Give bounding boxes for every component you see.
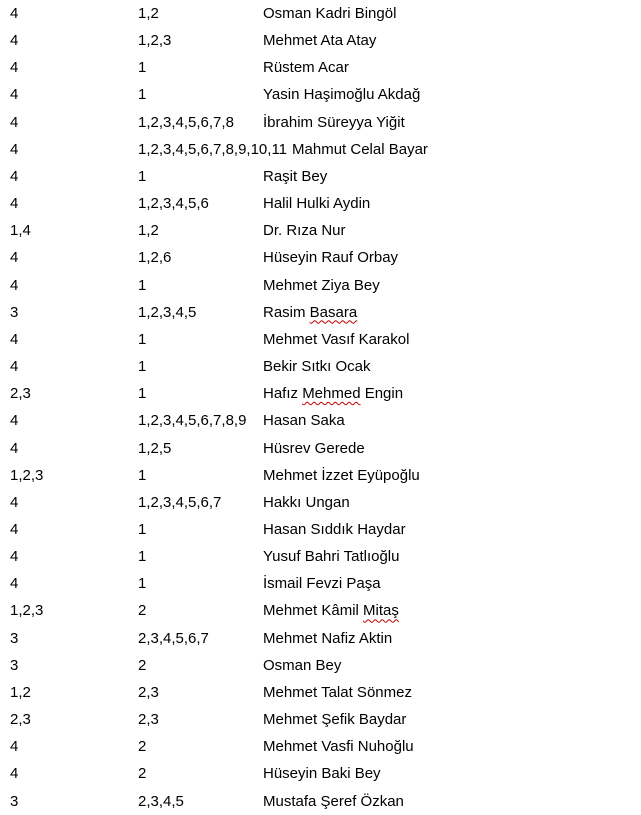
- name-text[interactable]: Mehmet Nafiz Aktin: [263, 629, 393, 647]
- cell-col1[interactable]: 2,3: [10, 711, 31, 729]
- table-row: [0, 679, 641, 706]
- table-row: [0, 163, 641, 190]
- name-text[interactable]: Engin: [360, 385, 404, 403]
- cell-col2[interactable]: 1,2,3: [138, 32, 172, 50]
- cell-col2[interactable]: 1: [138, 575, 147, 593]
- cell-col2[interactable]: 1,2: [138, 222, 159, 240]
- cell-col2[interactable]: 1,2,3,4,5,6,7: [138, 493, 222, 511]
- cell-name[interactable]: [263, 358, 371, 375]
- table-row: [0, 0, 641, 27]
- cell-name[interactable]: [263, 59, 349, 76]
- cell-name[interactable]: [263, 385, 403, 402]
- table-row: [0, 299, 641, 326]
- cell-col1[interactable]: 1,2,3: [10, 466, 44, 484]
- cell-name[interactable]: [263, 412, 345, 429]
- table-row: [0, 652, 641, 679]
- cell-col2[interactable]: 1,2,3,4,5: [138, 303, 197, 321]
- cell-name[interactable]: [263, 249, 398, 266]
- table-row: [0, 706, 641, 733]
- cell-col1[interactable]: 1,2: [10, 683, 31, 701]
- name-text[interactable]: Dr. Rıza Nur: [263, 222, 346, 240]
- cell-col2[interactable]: 2: [138, 765, 147, 783]
- cell-col1[interactable]: 4: [10, 113, 19, 131]
- name-text[interactable]: Mehmet Ziya Bey: [263, 276, 380, 294]
- cell-col1[interactable]: 4: [10, 5, 19, 22]
- cell-col1[interactable]: 4: [10, 439, 19, 457]
- name-text[interactable]: Mehmet İzzet Eyüpoğlu: [263, 466, 420, 484]
- cell-col1[interactable]: 4: [10, 738, 19, 756]
- cell-name[interactable]: [263, 304, 357, 321]
- cell-col1[interactable]: 4: [10, 32, 19, 50]
- cell-col1[interactable]: 3: [10, 792, 19, 810]
- cell-name[interactable]: [263, 222, 346, 239]
- table-row: [0, 543, 641, 570]
- cell-col1[interactable]: 4: [10, 548, 19, 566]
- name-text[interactable]: Mehmet Şefik Baydar: [263, 711, 407, 729]
- cell-col1[interactable]: 3: [10, 629, 19, 647]
- cell-name[interactable]: [263, 5, 396, 22]
- name-text[interactable]: Halil Hulki Aydin: [263, 195, 371, 213]
- cell-col1[interactable]: 4: [10, 330, 19, 348]
- table-row: [0, 27, 641, 54]
- cell-col2[interactable]: 2,3,4,5,6,7: [138, 629, 209, 647]
- cell-name[interactable]: [263, 86, 420, 103]
- misspelled-word[interactable]: Basara: [309, 303, 358, 321]
- cell-col1[interactable]: 1,4: [10, 222, 31, 240]
- cell-col1[interactable]: 4: [10, 276, 19, 294]
- table-row: [0, 326, 641, 353]
- misspelled-word[interactable]: Mitaş: [363, 602, 399, 620]
- table-row: [0, 788, 641, 815]
- cell-col2[interactable]: 2,3,4,5: [138, 792, 184, 810]
- name-text[interactable]: Mehmet Ata Atay: [263, 32, 377, 50]
- table-row: [0, 272, 641, 299]
- cell-name[interactable]: [263, 521, 406, 538]
- cell-name[interactable]: [263, 32, 376, 49]
- table-row: [0, 760, 641, 787]
- cell-col1[interactable]: 4: [10, 575, 19, 593]
- cell-name[interactable]: [263, 440, 365, 457]
- table-row: [0, 516, 641, 543]
- name-text[interactable]: Hüseyin Rauf Orbay: [263, 249, 399, 267]
- name-text[interactable]: Hasan Sıddık Haydar: [263, 520, 406, 538]
- name-text[interactable]: Rüstem Acar: [263, 59, 349, 77]
- cell-col2[interactable]: 1: [138, 330, 147, 348]
- cell-col2[interactable]: 1,2,5: [138, 439, 172, 457]
- cell-col2[interactable]: 2: [138, 656, 147, 674]
- cell-name[interactable]: [263, 195, 370, 212]
- cell-col1[interactable]: 3: [10, 303, 19, 321]
- cell-col1[interactable]: 4: [10, 358, 19, 376]
- cell-col1[interactable]: 4: [10, 195, 19, 213]
- table-row: [0, 733, 641, 760]
- table-row: [0, 380, 641, 407]
- cell-col2[interactable]: 2: [138, 602, 147, 620]
- cell-col2[interactable]: 1,2: [138, 5, 159, 22]
- name-text[interactable]: Mehmet Vasıf Karakol: [263, 330, 410, 348]
- cell-col2[interactable]: 1: [138, 520, 147, 538]
- cell-name[interactable]: [263, 331, 409, 348]
- cell-col1[interactable]: 1,2,3: [10, 602, 44, 620]
- cell-col1[interactable]: 4: [10, 249, 19, 267]
- cell-col2[interactable]: 1,2,3,4,5,6,7,8,9: [138, 412, 247, 430]
- cell-col2[interactable]: 1: [138, 59, 147, 77]
- name-text[interactable]: Mustafa Şeref Özkan: [263, 792, 404, 810]
- cell-name[interactable]: [263, 765, 381, 782]
- name-text[interactable]: Mehmet Vasfi Nuhoğlu: [263, 738, 414, 756]
- cell-name[interactable]: [263, 657, 341, 674]
- cell-col1[interactable]: 4: [10, 59, 19, 77]
- table-row: [0, 136, 641, 163]
- table-row: [0, 217, 641, 244]
- name-text[interactable]: Osman Kadri Bingöl: [263, 5, 397, 22]
- cell-col1[interactable]: 4: [10, 520, 19, 538]
- cell-col1[interactable]: 4: [10, 412, 19, 430]
- cell-name[interactable]: [263, 114, 405, 131]
- name-text[interactable]: Hakkı Ungan: [263, 493, 350, 511]
- table-row: [0, 54, 641, 81]
- name-text[interactable]: Mehmet Talat Sönmez: [263, 683, 412, 701]
- cell-name[interactable]: [263, 630, 392, 647]
- cell-col2[interactable]: 2,3: [138, 683, 159, 701]
- name-text[interactable]: Raşit Bey: [263, 167, 328, 185]
- table-row: [0, 109, 641, 136]
- name-text[interactable]: İsmail Fevzi Paşa: [263, 575, 381, 593]
- name-text[interactable]: Hafız: [263, 385, 303, 403]
- name-text[interactable]: Yasin Haşimoğlu Akdağ: [263, 86, 421, 104]
- cell-name[interactable]: [263, 277, 380, 294]
- name-text[interactable]: Mehmet Kâmil: [263, 602, 364, 620]
- name-text[interactable]: Hüseyin Baki Bey: [263, 765, 381, 783]
- cell-name[interactable]: [263, 684, 412, 701]
- name-text[interactable]: Hüsrev Gerede: [263, 439, 365, 457]
- cell-col2[interactable]: 1: [138, 385, 147, 403]
- cell-col2[interactable]: 1: [138, 358, 147, 376]
- table-row: [0, 190, 641, 217]
- cell-name[interactable]: [263, 711, 406, 728]
- cell-col2[interactable]: 1,2,3,4,5,6,7,8,9,10,11: [138, 140, 288, 158]
- cell-col2[interactable]: 2,3: [138, 711, 159, 729]
- cell-col2[interactable]: 1: [138, 276, 147, 294]
- table-row: [0, 81, 641, 108]
- cell-name[interactable]: [263, 793, 404, 810]
- table-row: [0, 407, 641, 434]
- cell-name[interactable]: [263, 168, 327, 185]
- cell-name[interactable]: [292, 141, 428, 158]
- cell-col1[interactable]: 4: [10, 167, 19, 185]
- name-text[interactable]: İbrahim Süreyya Yiğit: [263, 113, 405, 131]
- table-row: [0, 462, 641, 489]
- name-text[interactable]: Mahmut Celal Bayar: [292, 140, 428, 158]
- name-text[interactable]: Yusuf Bahri Tatlıoğlu: [263, 548, 400, 566]
- table-row: [0, 244, 641, 271]
- cell-name[interactable]: [263, 738, 414, 755]
- cell-col1[interactable]: 4: [10, 86, 19, 104]
- cell-name[interactable]: [263, 548, 399, 565]
- cell-col2[interactable]: 1,2,3,4,5,6: [138, 195, 209, 213]
- misspelled-word[interactable]: Mehmed: [302, 385, 361, 403]
- cell-col2[interactable]: 2: [138, 738, 147, 756]
- table-row: [0, 570, 641, 597]
- cell-col1[interactable]: 3: [10, 656, 19, 674]
- cell-name[interactable]: [263, 467, 420, 484]
- cell-name[interactable]: [263, 575, 381, 592]
- cell-col2[interactable]: 1: [138, 548, 147, 566]
- table-row: [0, 597, 641, 624]
- table-row: [0, 625, 641, 652]
- cell-col2[interactable]: 1: [138, 466, 147, 484]
- cell-col2[interactable]: 1,2,3,4,5,6,7,8: [138, 113, 234, 131]
- cell-col2[interactable]: 1: [138, 167, 147, 185]
- cell-col2[interactable]: 1: [138, 86, 147, 104]
- table-row: [0, 435, 641, 462]
- cell-col1[interactable]: 4: [10, 493, 19, 511]
- cell-name[interactable]: [263, 494, 350, 511]
- name-text[interactable]: Osman Bey: [263, 656, 342, 674]
- cell-col2[interactable]: 1,2,6: [138, 249, 172, 267]
- cell-col1[interactable]: 4: [10, 140, 19, 158]
- name-text[interactable]: Rasim: [263, 303, 310, 321]
- table-row: [0, 353, 641, 380]
- cell-col1[interactable]: 2,3: [10, 385, 31, 403]
- cell-name[interactable]: [263, 602, 399, 619]
- cell-col1[interactable]: 4: [10, 765, 19, 783]
- table-row: [0, 489, 641, 516]
- name-text[interactable]: Bekir Sıtkı Ocak: [263, 358, 371, 376]
- name-text[interactable]: Hasan Saka: [263, 412, 345, 430]
